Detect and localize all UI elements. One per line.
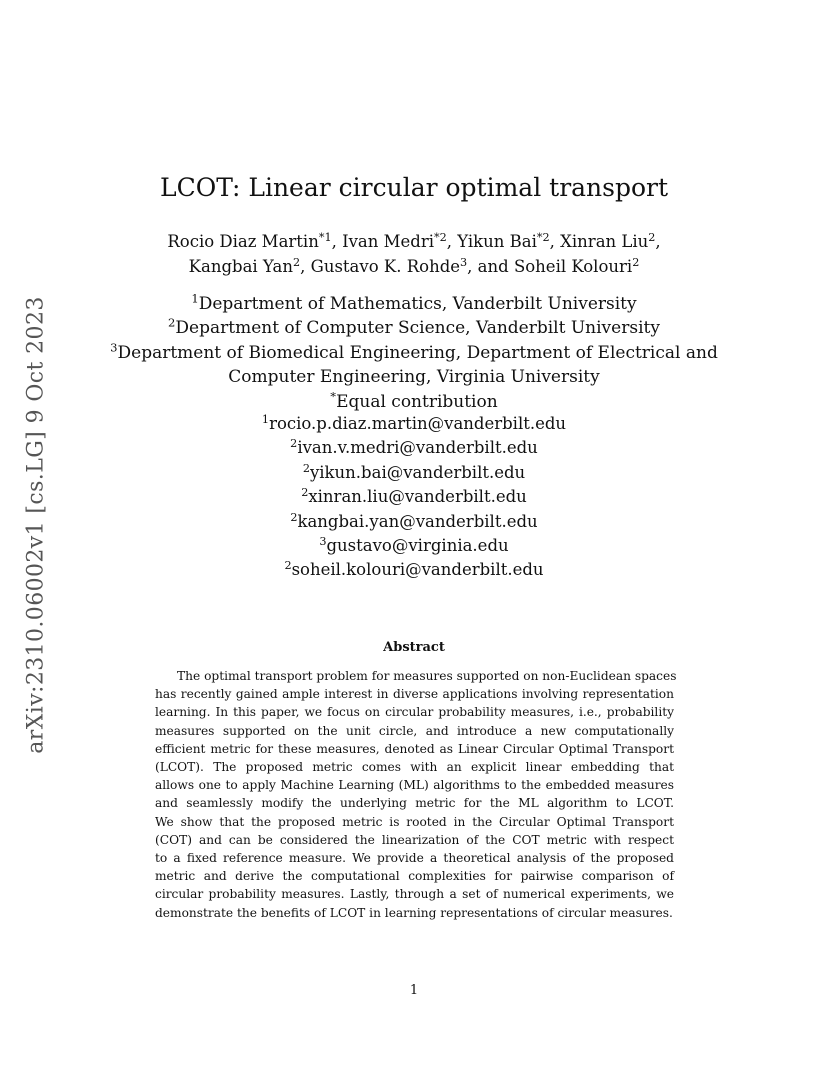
email-list — [0, 412, 828, 583]
abstract-line: allows one to apply Machine Learning (ML) algorithms to the embedded measures — [155, 778, 674, 793]
author-name: Xinran Liu — [560, 232, 649, 251]
abstract-body — [155, 667, 677, 922]
author-name: Ivan Medri — [342, 232, 435, 251]
author-separator: , and — [467, 257, 514, 276]
author-email — [0, 485, 828, 509]
equal-contribution-note — [0, 390, 828, 414]
author-separator: , — [655, 232, 661, 251]
equal-contribution-text: Equal contribution — [336, 391, 498, 412]
paper-title: LCOT: Linear circular optimal transport — [159, 173, 669, 202]
email-affiliation-mark: 3 — [319, 534, 327, 548]
author-affiliation-mark: 2 — [293, 255, 301, 269]
author-email — [0, 534, 828, 558]
arxiv-identifier-stamp: arXiv:2310.06002v1 [cs.LG] 9 Oct 2023 — [23, 296, 49, 754]
author-email — [0, 510, 828, 534]
abstract-line: metric and derive the computational complexities for pairwise comparison of — [155, 869, 674, 884]
email-address: gustavo@virginia.edu — [326, 536, 509, 556]
affiliation-2 — [0, 316, 828, 340]
author-affiliation-mark: *2 — [536, 230, 550, 244]
abstract-line: efficient metric for these measures, denoted as Linear Circular Optimal Transport — [155, 741, 674, 756]
affiliation-1 — [0, 292, 828, 316]
author-separator: , — [331, 232, 343, 251]
author-email — [0, 412, 828, 436]
affiliation-text: Department of Biomedical Engineering, Department of Electrical and — [117, 342, 718, 363]
abstract-line: demonstrate the benefits of LCOT in learning representations of circular measures. — [155, 905, 673, 920]
author-email — [0, 558, 828, 582]
author-name: Soheil Kolouri — [513, 257, 633, 276]
author-separator: , — [549, 232, 561, 251]
email-address: xinran.liu@vanderbilt.edu — [308, 487, 527, 507]
author-name: Kangbai Yan — [188, 257, 294, 276]
email-affiliation-mark: 2 — [302, 461, 310, 475]
email-affiliation-mark: 1 — [261, 412, 270, 426]
abstract-line: learning. In this paper, we focus on circular probability measures, i.e., probability — [155, 705, 674, 720]
author-email — [0, 436, 828, 460]
email-address: rocio.p.diaz.martin@vanderbilt.edu — [269, 414, 567, 433]
email-affiliation-mark: 2 — [290, 437, 298, 451]
email-address: ivan.v.medri@vanderbilt.edu — [297, 438, 538, 458]
abstract-heading: Abstract — [383, 640, 445, 655]
affiliation-mark: 3 — [110, 340, 118, 355]
email-address: soheil.kolouri@vanderbilt.edu — [291, 560, 544, 580]
author-line-1 — [0, 229, 828, 254]
author-affiliation-mark: 3 — [460, 255, 468, 269]
affiliation-3 — [0, 341, 828, 365]
affiliation-text: Department of Mathematics, Vanderbilt University — [198, 294, 637, 314]
affiliation-text: Department of Computer Science, Vanderbilt University — [175, 318, 660, 339]
author-name: Yikun Bai — [457, 232, 537, 251]
abstract-line: (LCOT). The proposed metric comes with an explicit linear embedding that — [155, 760, 674, 775]
author-affiliation-mark: 2 — [648, 230, 656, 244]
affiliation-mark: 2 — [168, 316, 176, 331]
author-affiliation-mark: 2 — [632, 255, 640, 269]
email-affiliation-mark: 2 — [284, 559, 292, 573]
abstract-line: and seamlessly modify the underlying metric for the ML algorithm to LCOT. — [155, 796, 674, 811]
author-affiliation-mark: *1 — [318, 230, 332, 244]
abstract-line: (COT) and can be considered the linearization of the COT metric with respect — [155, 832, 674, 847]
abstract-line: has recently gained ample interest in diverse applications involving representation — [155, 687, 674, 702]
email-address: kangbai.yan@vanderbilt.edu — [297, 511, 538, 531]
abstract-line: to a fixed reference measure. We provide a theoretical analysis of the proposed — [155, 851, 674, 866]
author-affiliation-mark: *2 — [434, 230, 447, 244]
abstract-line: measures supported on the unit circle, and introduce a new computationally — [155, 723, 674, 738]
author-line-2 — [0, 254, 828, 279]
author-separator: , — [300, 257, 311, 276]
email-address: yikun.bai@vanderbilt.edu — [309, 462, 526, 482]
abstract-line: We show that the proposed metric is rooted in the Circular Optimal Transport — [155, 814, 674, 829]
abstract-line: circular probability measures. Lastly, through a set of numerical experiments, we — [155, 887, 674, 902]
author-list — [0, 229, 828, 279]
email-affiliation-mark: 2 — [290, 510, 298, 524]
affiliation-list — [0, 292, 828, 414]
equal-contribution-mark: * — [330, 389, 337, 404]
author-email — [0, 461, 828, 485]
email-affiliation-mark: 2 — [301, 486, 309, 500]
page-number: 1 — [409, 983, 419, 998]
abstract-line: The optimal transport problem for measures supported on non-Euclidean spaces — [177, 669, 677, 683]
author-name: Rocio Diaz Martin — [167, 232, 319, 251]
author-name: Gustavo K. Rohde — [310, 257, 461, 276]
affiliation-mark: 1 — [191, 291, 199, 306]
affiliation-3-continued: Computer Engineering, Virginia University — [228, 367, 600, 388]
author-separator: , — [446, 232, 458, 251]
